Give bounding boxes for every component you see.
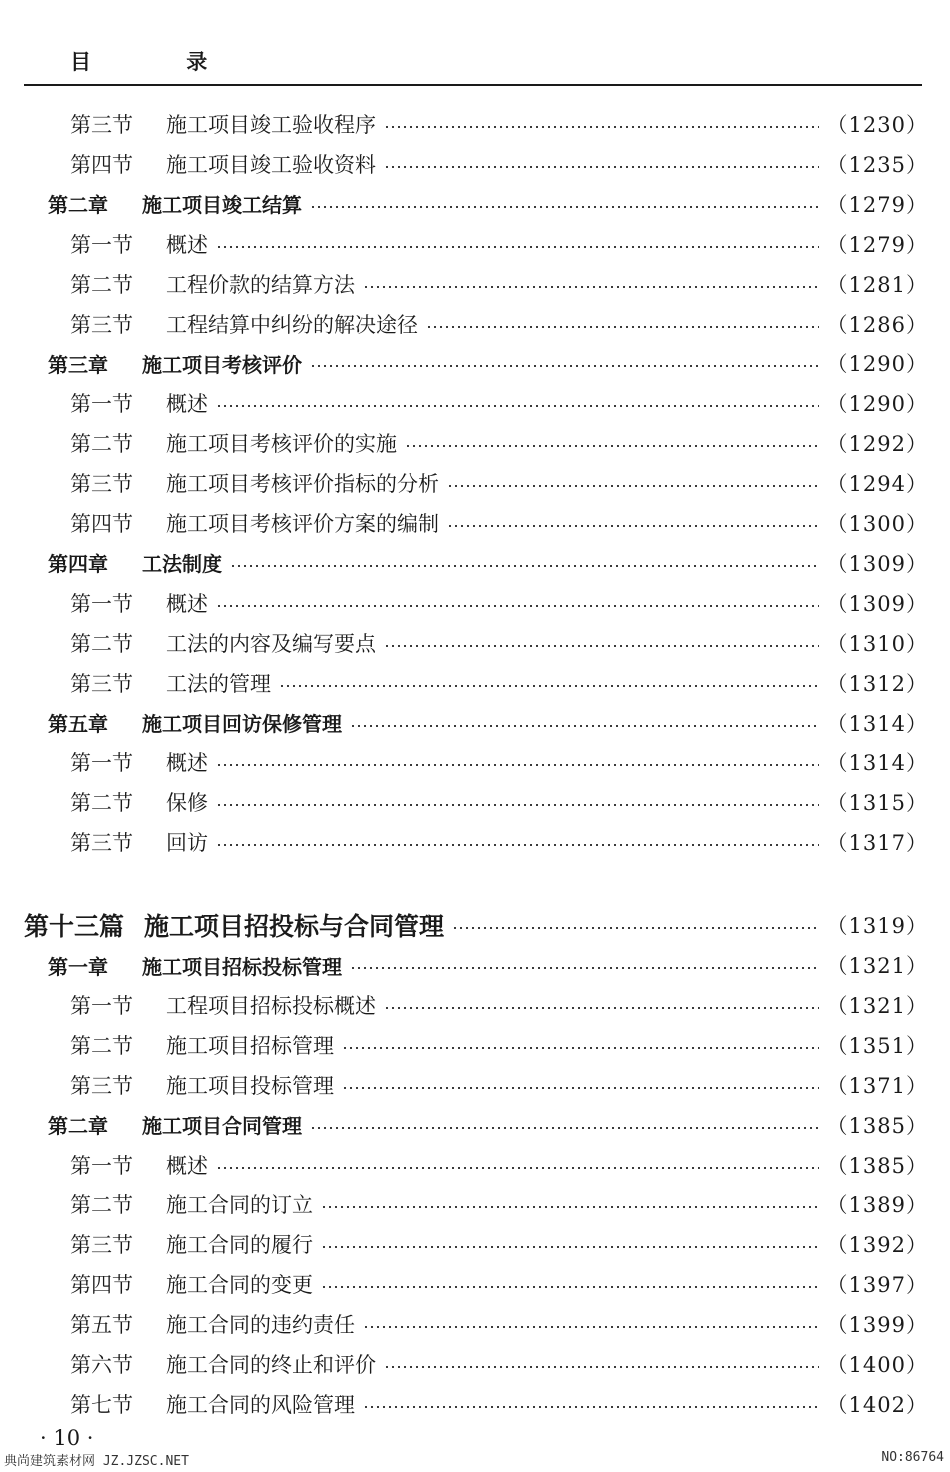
toc-entry-heading [0, 827, 208, 857]
toc-entry-label: 第六节 [70, 1353, 133, 1377]
toc-entry-page: （1300） [826, 512, 928, 536]
toc-entry-heading [0, 1110, 302, 1139]
toc-entry-label: 第一节 [70, 392, 133, 417]
toc-entry-page: （1309） [826, 551, 928, 576]
toc-entry-section [0, 623, 928, 663]
dot-leader [310, 1127, 819, 1129]
toc-entry-heading [0, 109, 376, 139]
toc-entry-title: 概述 [166, 591, 208, 616]
dot-leader [216, 246, 819, 248]
toc-entry-title: 施工项目竣工结算 [142, 193, 302, 218]
watermark-site: 典尚建筑素材网 JZ.JZSC.NET [4, 1454, 189, 1469]
toc-entry-title: 工程价款的结算方法 [166, 272, 355, 297]
toc-entry-heading [0, 1229, 313, 1259]
dot-leader [342, 1087, 819, 1089]
toc-entry-title: 施工项目考核评价方案的编制 [166, 512, 439, 536]
toc-entry-title: 施工项目回访保修管理 [142, 712, 342, 736]
toc-entry-label: 第一章 [48, 954, 108, 979]
toc-entry-chapter [0, 945, 928, 985]
toc-entry-heading [0, 309, 418, 339]
toc-entry-label: 第十三篇 [24, 912, 125, 942]
toc-entry-section [0, 1344, 928, 1384]
toc-entry-section [0, 663, 928, 703]
toc-entry-title: 施工项目考核评价的实施 [166, 432, 397, 457]
watermark-number: NO:86764 [881, 1450, 944, 1465]
toc-entry-label: 第二节 [70, 631, 133, 656]
toc-entry-page: （1397） [826, 1273, 928, 1298]
toc-entry-title: 施工合同的履行 [166, 1233, 313, 1258]
dot-leader [363, 1326, 819, 1328]
toc-entry-label: 第一节 [70, 232, 133, 257]
toc-entry-page: （1402） [826, 1392, 928, 1417]
dot-leader [384, 126, 819, 128]
dot-leader [216, 844, 819, 846]
dot-leader [310, 206, 819, 208]
toc-entry-page: （1314） [826, 711, 928, 736]
toc-entry-title: 施工项目招投标与合同管理 [144, 912, 445, 942]
dot-leader [363, 1406, 819, 1408]
toc-entry-page: （1310） [826, 631, 928, 656]
toc-entry-page: （1312） [826, 671, 928, 696]
toc-entry-label: 第二节 [70, 791, 133, 816]
toc-entry-title: 保修 [166, 791, 208, 816]
dot-leader [216, 764, 819, 766]
toc-entry-heading [0, 1269, 313, 1299]
toc-entry-page: （1385） [826, 1153, 928, 1178]
toc-entry-section [0, 503, 928, 543]
toc-entry-label: 第二章 [48, 1114, 108, 1139]
toc-entry-title: 施工项目竣工验收程序 [166, 113, 376, 137]
toc-entry-section [0, 583, 928, 623]
dot-leader [426, 326, 819, 328]
toc-entry-heading [0, 229, 208, 259]
toc-entry-label: 第七节 [70, 1392, 133, 1417]
dot-leader [350, 725, 819, 727]
toc-entry-title: 工程项目招标投标概述 [166, 993, 376, 1018]
toc-entry-heading [0, 548, 222, 577]
toc-entry-label: 第三节 [70, 1073, 133, 1098]
dot-leader [384, 1007, 819, 1009]
toc-entry-label: 第五章 [48, 712, 108, 736]
dot-leader [384, 166, 819, 168]
toc-entry-section [0, 1184, 928, 1224]
toc-entry-title: 施工项目考核评价 [142, 352, 302, 377]
toc-entry-heading [0, 708, 342, 737]
toc-entry-page: （1319） [826, 914, 928, 939]
toc-entry-page: （1290） [826, 352, 928, 377]
toc-entry-heading [0, 189, 302, 218]
toc-entry-label: 第一节 [70, 1153, 133, 1178]
toc-entry-page: （1351） [826, 1033, 928, 1058]
toc-entry-label: 第四节 [70, 1273, 133, 1298]
dot-leader [363, 286, 819, 288]
toc-entry-heading [0, 951, 342, 980]
toc-entry-page: （1314） [826, 751, 928, 776]
toc-entry-title: 概述 [166, 1153, 208, 1178]
toc-entry-heading [0, 1389, 355, 1419]
toc-entry-heading [0, 990, 376, 1020]
toc-entry-label: 第三节 [70, 1233, 133, 1258]
toc-entry-page: （1279） [826, 232, 928, 257]
dot-leader [342, 1047, 819, 1049]
toc-entry-section [0, 1384, 928, 1424]
toc-entry-title: 施工项目投标管理 [166, 1073, 334, 1098]
toc-entry-title: 施工项目考核评价指标的分析 [166, 472, 439, 497]
toc-entry-section [0, 742, 928, 782]
toc-entry-section [0, 224, 928, 264]
dot-leader [321, 1206, 819, 1208]
dot-leader [452, 927, 819, 929]
toc-entry-section [0, 1224, 928, 1264]
toc-entry-heading [0, 787, 208, 817]
toc-entry-title: 施工合同的终止和评价 [166, 1353, 376, 1377]
toc-entry-label: 第一节 [70, 751, 133, 776]
toc-entry-page: （1392） [826, 1233, 928, 1258]
toc-entry-title: 施工合同的风险管理 [166, 1392, 355, 1417]
toc-entry-page: （1292） [826, 432, 928, 457]
toc-entry-section [0, 1145, 928, 1185]
toc-entry-heading [0, 1150, 208, 1180]
toc-entry-part [0, 905, 928, 945]
toc-entry-page: （1371） [826, 1073, 928, 1098]
toc-entry-heading [0, 1189, 313, 1219]
toc-entry-heading [0, 349, 302, 378]
toc-entry-title: 工法制度 [142, 552, 222, 577]
toc-entry-label: 第五节 [70, 1313, 133, 1338]
toc-entry-label: 第三节 [70, 831, 133, 856]
toc-entry-page: （1281） [826, 272, 928, 297]
toc-entry-page: （1321） [826, 954, 928, 978]
toc-entry-section [0, 1065, 928, 1105]
page-header [24, 40, 922, 86]
toc-entry-label: 第二节 [70, 1033, 133, 1058]
toc-entry-chapter [0, 1105, 928, 1145]
toc-entry-title: 施工合同的变更 [166, 1273, 313, 1298]
toc-entry-label: 第四节 [70, 512, 133, 536]
toc-entry-page: （1230） [826, 113, 928, 137]
dot-leader [216, 605, 819, 607]
toc-entry-page: （1389） [826, 1193, 928, 1218]
toc-entry-section [0, 104, 928, 144]
toc-entry-section [0, 144, 928, 184]
toc-entry-label: 第二节 [70, 272, 133, 297]
toc-entry-title: 施工合同的违约责任 [166, 1313, 355, 1338]
toc-entry-section [0, 1264, 928, 1304]
toc-entry-label: 第二节 [70, 1193, 133, 1218]
toc-entry-heading [0, 508, 439, 538]
toc-entry-page: （1235） [826, 152, 928, 177]
toc-entry-section [0, 423, 928, 463]
toc-entry-heading [0, 1070, 334, 1100]
toc-entry-page: （1294） [826, 472, 928, 497]
toc-entry-title: 施工项目招标投标管理 [142, 954, 342, 979]
toc-entry-page: （1315） [826, 791, 928, 816]
dot-leader [405, 445, 819, 447]
dot-leader [384, 1366, 819, 1368]
dot-leader [279, 685, 819, 687]
dot-leader [384, 645, 819, 647]
toc-entry-heading [0, 668, 271, 698]
toc-entry-title: 施工项目合同管理 [142, 1114, 302, 1139]
toc-entry-heading [0, 428, 397, 458]
toc-entry-section [0, 383, 928, 423]
toc-entry-label: 第三节 [70, 113, 133, 137]
toc-entry-title: 概述 [166, 751, 208, 776]
dot-leader [216, 1167, 819, 1169]
toc-entry-label: 第一节 [70, 993, 133, 1018]
dot-leader [321, 1286, 819, 1288]
toc-entry-label: 第三章 [48, 352, 108, 377]
toc-entry-chapter [0, 703, 928, 743]
toc-entry-section [0, 782, 928, 822]
toc-entry-chapter [0, 543, 928, 583]
toc-entry-heading [0, 468, 439, 498]
toc-entry-page: （1279） [826, 192, 928, 217]
header-title: 目 录 [70, 50, 252, 74]
toc-entry-title: 施工合同的订立 [166, 1193, 313, 1218]
toc-entry-label: 第一节 [70, 591, 133, 616]
dot-leader [447, 485, 819, 487]
toc-entry-heading [0, 628, 376, 658]
toc-entry-label: 第三节 [70, 472, 133, 497]
toc-entry-title: 工法的内容及编写要点 [166, 631, 376, 656]
dot-leader [216, 804, 819, 806]
toc-entry-page: （1399） [826, 1313, 928, 1338]
toc-entry-page: （1317） [826, 831, 928, 856]
toc-entry-label: 第三节 [70, 312, 133, 337]
toc-entry-section [0, 1304, 928, 1344]
toc-entry-section [0, 304, 928, 344]
toc-entry-heading [0, 1309, 355, 1339]
toc-entry-section [0, 1025, 928, 1065]
toc-entry-section [0, 822, 928, 862]
toc-entry-chapter [0, 184, 928, 224]
toc-entry-page: （1385） [826, 1113, 928, 1138]
toc-entry-title: 概述 [166, 232, 208, 257]
toc-entry-section [0, 463, 928, 503]
toc-entry-title: 概述 [166, 392, 208, 417]
toc-entry-section [0, 985, 928, 1025]
toc-entry-label: 第四节 [70, 152, 133, 177]
toc-entry-label: 第二节 [70, 432, 133, 457]
toc-entry-heading [0, 1349, 376, 1379]
dot-leader [350, 967, 819, 969]
page-number: · 10 · [40, 1426, 94, 1450]
dot-leader [321, 1246, 819, 1248]
toc-entry-label: 第三节 [70, 671, 133, 696]
toc-entry-page: （1290） [826, 392, 928, 417]
toc-entry-title: 工程结算中纠纷的解决途径 [166, 312, 418, 337]
dot-leader [310, 365, 819, 367]
toc-entry-heading [0, 588, 208, 618]
toc-entry-chapter [0, 343, 928, 383]
toc-entry-label: 第二章 [48, 193, 108, 218]
toc-entry-page: （1400） [826, 1353, 928, 1377]
toc-entry-heading [0, 907, 444, 943]
toc-entry-page: （1309） [826, 591, 928, 616]
toc-entry-section [0, 264, 928, 304]
toc-entry-label: 第四章 [48, 552, 108, 577]
toc-entry-heading [0, 269, 355, 299]
toc-entry-title: 回访 [166, 831, 208, 856]
toc-entry-heading [0, 747, 208, 777]
dot-leader [216, 405, 819, 407]
dot-leader [230, 565, 819, 567]
toc-entry-title: 施工项目竣工验收资料 [166, 152, 376, 177]
toc-entry-heading [0, 149, 376, 179]
toc-entry-title: 工法的管理 [166, 671, 271, 696]
toc-entry-page: （1286） [826, 312, 928, 337]
toc-entry-heading [0, 1030, 334, 1060]
toc-entry-heading [0, 388, 208, 418]
toc-entry-title: 施工项目招标管理 [166, 1033, 334, 1058]
toc-entry-page: （1321） [826, 993, 928, 1018]
dot-leader [447, 525, 819, 527]
